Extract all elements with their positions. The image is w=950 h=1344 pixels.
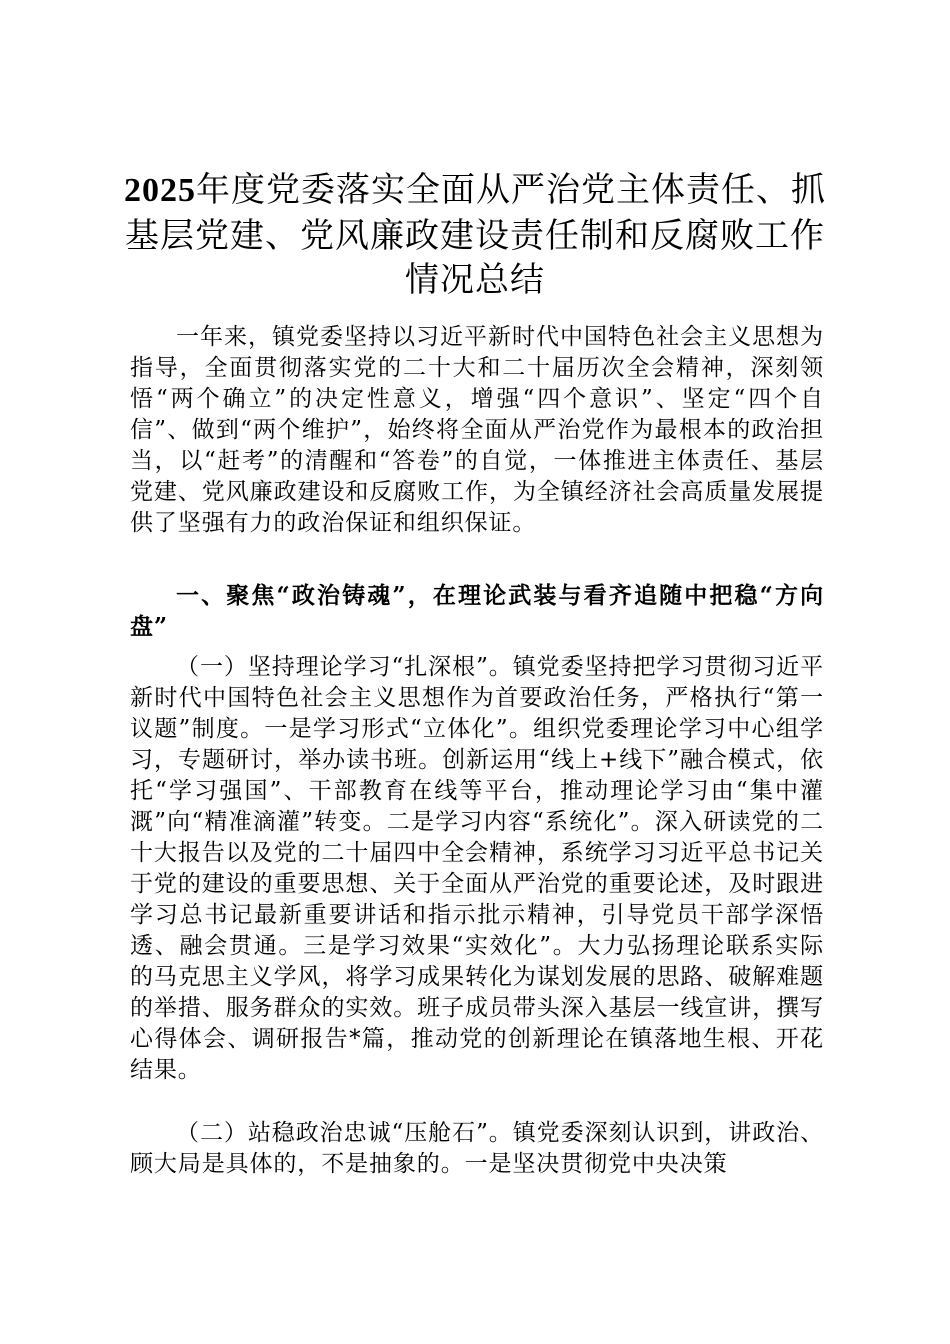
body-paragraph: （二）站稳政治忠诚“压舱石”。镇党委深刻认识到，讲政治、顾大局是具体的，不是抽象的。一是坚决贯彻党中央决策 xyxy=(130,1120,824,1177)
document-title xyxy=(110,168,840,303)
section-heading: 一、聚焦“政治铸魂”，在理论武装与看齐追随中把稳“方向盘” xyxy=(130,582,824,640)
intro-paragraph: 一年来，镇党委坚持以习近平新时代中国特色社会主义思想为指导，全面贯彻落实党的二十大和二十届历次全会精神，深刻领悟“两个确立”的决定性意义，增强“四个意识”、坚定“四个自信”、做到“两个维护”，始终将全面从严治党作为最根本的政治担当，以“赶考”的清醒和“答卷”的自觉，一体推进主体责任、基层党建、党风廉政建设和反腐败工作，为全镇经济社会高质量发展提供了坚强有力的政治保证和组织保证。 xyxy=(130,324,824,536)
title-year: 2025 xyxy=(124,172,196,209)
body-paragraph: （一）坚持理论学习“扎深根”。镇党委坚持把学习贯彻习近平新时代中国特色社会主义思想作为首要政治任务，严格执行“第一议题”制度。一是学习形式“立体化”。组织党委理论学习中心组学习，专题研讨，举办读书班。创新运用“线上+线下”融合模式，依托“学习强国”、干部教育在线等平台，推动理论学习由“集中灌溉”向“精准滴灌”转变。二是学习内容“系统化”。深入研读党的二十大报告以及党的二十届四中全会精神，系统学习习近平总书记关于党的建设的重要思想、关于全面从严治党的重要论述，及时跟进学习总书记最新重要讲话和指示批示精神，引导党员干部学深悟透、融会贯通。三是学习效果“实效化”。大力弘扬理论联系实际的马克思主义学风，将学习成果转化为谋划发展的思路、破解难题的举措、服务群众的实效。班子成员带头深入基层一线宣讲，撰写心得体会、调研报告*篇，推动党的创新理论在镇落地生根、开花结果。 xyxy=(130,654,824,1083)
title-text: 年度党委落实全面从严治党主体责任、抓基层党建、党风廉政建设责任制和反腐败工作情况总结 xyxy=(125,170,826,300)
